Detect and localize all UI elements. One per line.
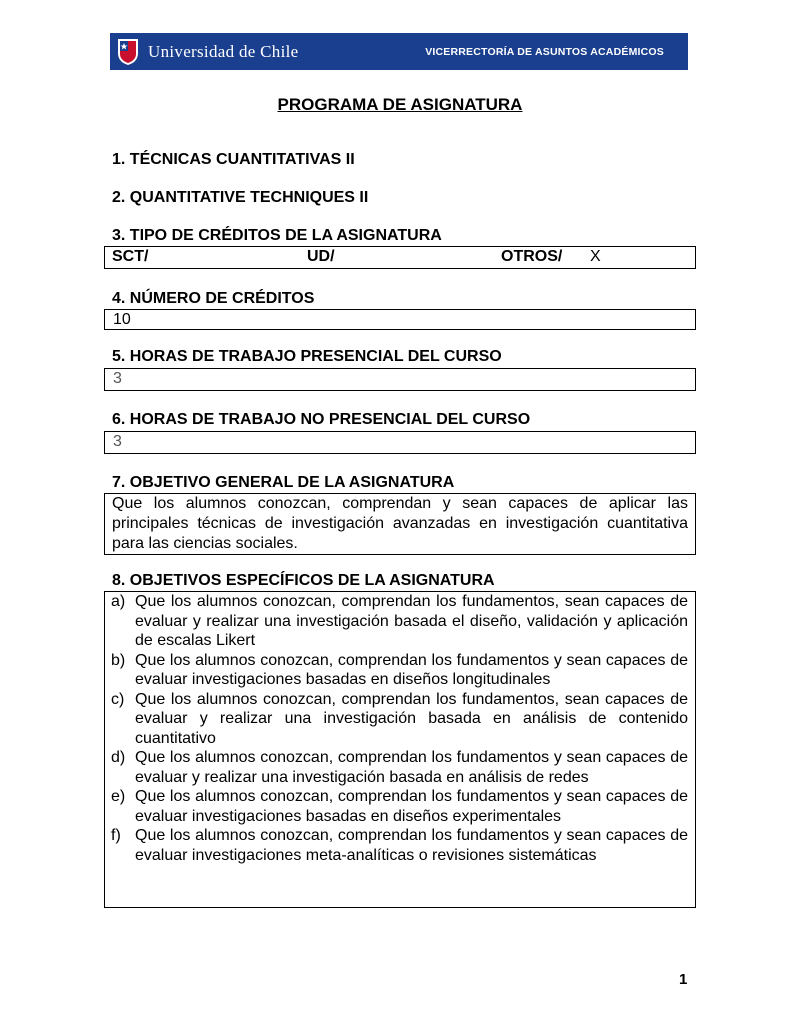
general-objective-heading: 7. OBJETIVO GENERAL DE LA ASIGNATURA	[112, 474, 455, 491]
list-item: d) Que los alumnos conozcan, comprendan los fundamentos y sean capaces de evaluar y realizar una investigación basada en análisis de redes	[111, 749, 688, 786]
nonpresential-hours-heading: 6. HORAS DE TRABAJO NO PRESENCIAL DEL CURSO	[112, 411, 531, 428]
list-item: e) Que los alumnos conozcan, comprendan los fundamentos y sean capaces de evaluar investigaciones basadas en diseños experimentales	[111, 788, 688, 825]
course-name-en: 2. QUANTITATIVE TECHNIQUES II	[112, 189, 369, 206]
credit-type-heading: 3. TIPO DE CRÉDITOS DE LA ASIGNATURA	[112, 227, 442, 244]
list-item: f) Que los alumnos conozcan, comprendan los fundamentos y sean capaces de evaluar investigaciones meta-analíticas o revisiones sistemáticas	[111, 827, 688, 864]
nonpresential-hours-box	[104, 431, 696, 454]
list-item: c) Que los alumnos conozcan, comprendan los fundamentos, sean capaces de evaluar y realizar una investigación basada en análisis de contenido cuantitativo	[111, 690, 688, 747]
header-banner	[110, 33, 688, 70]
general-objective-text: Que los alumnos conozcan, comprendan y sean capaces de aplicar las principales técnicas de investigación avanzadas en investigación cuantitativa para las ciencias sociales.	[112, 495, 688, 552]
specific-objectives-list	[105, 592, 695, 865]
credits-box	[104, 309, 696, 330]
otros-label: OTROS/	[501, 248, 563, 265]
page-number: 1	[679, 971, 688, 988]
vicerrectoria-label: VICERRECTORÍA DE ASUNTOS ACADÉMICOS	[425, 46, 664, 58]
page-title: PROGRAMA DE ASIGNATURA	[277, 95, 523, 114]
otros-mark: X	[590, 248, 601, 265]
presential-hours-heading: 5. HORAS DE TRABAJO PRESENCIAL DEL CURSO	[112, 348, 502, 365]
university-name: Universidad de Chile	[148, 42, 299, 61]
nonpresential-hours-value: 3	[113, 433, 122, 450]
presential-hours-value: 3	[113, 370, 122, 387]
list-item: b) Que los alumnos conozcan, comprendan los fundamentos y sean capaces de evaluar investigaciones basadas en diseños longitudinales	[111, 651, 688, 688]
sct-label: SCT/	[112, 248, 149, 265]
presential-hours-box	[104, 368, 696, 391]
university-crest-icon	[116, 37, 140, 66]
credit-type-box	[104, 246, 696, 269]
course-name-es: 1. TÉCNICAS CUANTITATIVAS II	[112, 151, 355, 168]
specific-objectives-heading: 8. OBJETIVOS ESPECÍFICOS DE LA ASIGNATURA	[112, 572, 495, 589]
general-objective-box	[104, 493, 696, 555]
credits-value: 10	[113, 311, 131, 328]
credits-heading: 4. NÚMERO DE CRÉDITOS	[112, 290, 315, 307]
ud-label: UD/	[307, 248, 335, 265]
specific-objectives-box	[104, 591, 696, 908]
list-item: a) Que los alumnos conozcan, comprendan los fundamentos, sean capaces de evaluar y realizar una investigación basada el diseño, validación y aplicación de escalas Likert	[111, 593, 688, 649]
